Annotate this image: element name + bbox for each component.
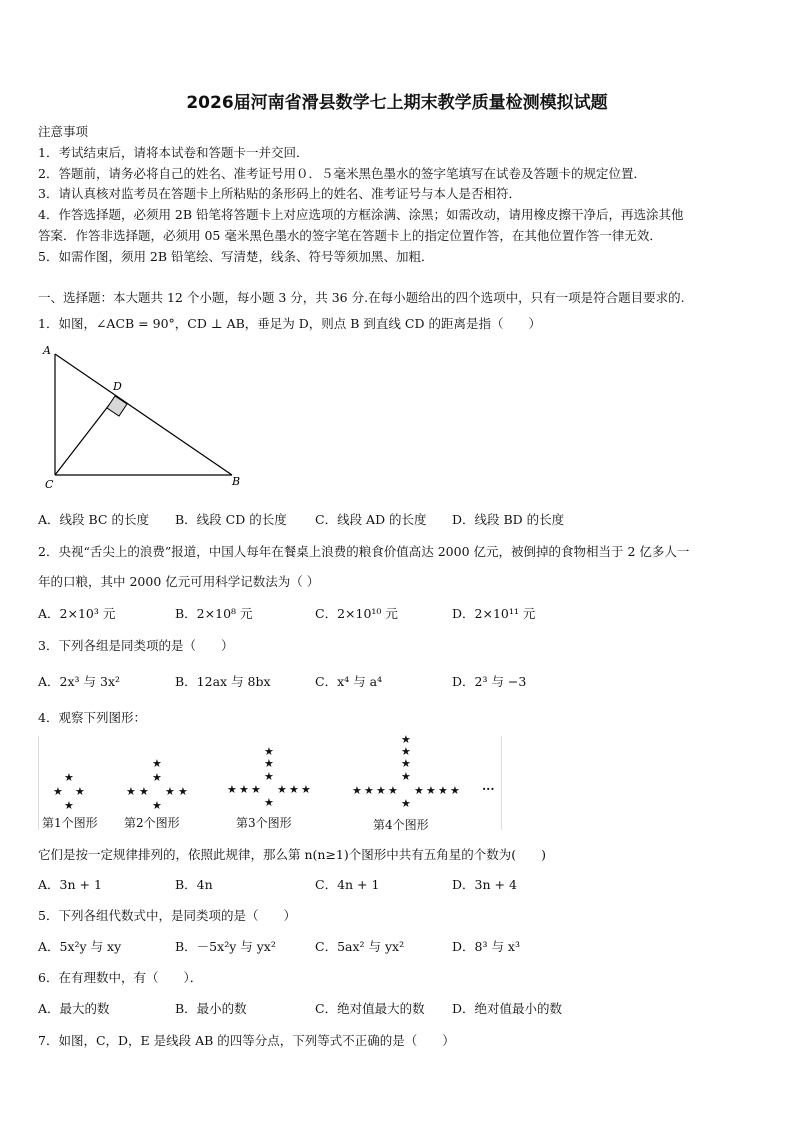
star-icon: ★ — [426, 784, 436, 797]
fig-label-4: 第4个图形 — [373, 818, 429, 832]
star-icon: ★ — [139, 785, 149, 798]
q5-option-a[interactable]: A．5x²y 与 xy — [38, 939, 122, 954]
q3-option-d[interactable]: D．2³ 与 −3 — [452, 674, 527, 689]
notice-item-4-cont: 答案．作答非选择题，必须用 05 毫米黑色墨水的签字笔在答题卡上的指定位置作答，在其他位置作答一律无效． — [38, 228, 662, 243]
page-title: 2026届河南省滑县数学七上期末教学质量检测模拟试题 — [186, 93, 608, 113]
label-d: D — [113, 380, 122, 393]
q3-option-b[interactable]: B．12ax 与 8bx — [175, 674, 271, 689]
star-icon: ★ — [152, 757, 162, 770]
star-figure-1 — [48, 772, 88, 812]
q1-option-b[interactable]: B．线段 CD 的长度 — [175, 512, 287, 527]
star-icon: ★ — [126, 785, 136, 798]
label-c: C — [45, 478, 54, 490]
q3-option-c[interactable]: C．x⁴ 与 a⁴ — [315, 674, 383, 689]
notice-item-3: 3．请认真核对监考员在答题卡上所粘贴的条形码上的姓名、准考证号与本人是否相符． — [38, 186, 521, 201]
q4-options — [38, 875, 758, 893]
q3-option-a[interactable]: A．2x³ 与 3x² — [38, 674, 121, 689]
q4-option-c[interactable]: C．4n + 1 — [315, 877, 380, 892]
notice-item-4: 4．作答选择题，必须用 2B 铅笔将答题卡上对应选项的方框涂满、涂黑；如需改动，请用橡皮擦干净后，再选涂其他 — [38, 207, 684, 222]
star-icon: ★ — [178, 785, 188, 798]
star-icon: ★ — [401, 757, 411, 770]
star-icon: ★ — [438, 784, 448, 797]
star-icon: ★ — [264, 770, 274, 783]
q1-option-d[interactable]: D．线段 BD 的长度 — [452, 512, 565, 527]
star-figure-4 — [352, 734, 472, 814]
star-icon: ★ — [352, 784, 362, 797]
q4-option-a[interactable]: A．3n + 1 — [38, 877, 102, 892]
figure-ellipsis: ··· — [482, 782, 495, 796]
star-icon: ★ — [414, 784, 424, 797]
star-icon: ★ — [53, 785, 63, 798]
q4-text2: 它们是按一定规律排列的，依照此规律，那么第 n(n≥1)个图形中共有五角星的个数为( ) — [38, 847, 547, 862]
q1-option-a[interactable]: A．线段 BC 的长度 — [38, 512, 149, 527]
fig-label-3: 第3个图形 — [236, 816, 292, 830]
star-icon: ★ — [264, 796, 274, 809]
q2-option-d[interactable]: D．2×10¹¹ 元 — [452, 606, 536, 621]
star-icon: ★ — [165, 785, 175, 798]
star-icon: ★ — [450, 784, 460, 797]
q4-text: 4．观察下列图形： — [38, 710, 146, 725]
q6-option-c[interactable]: C．绝对值最大的数 — [315, 1001, 425, 1016]
q5-option-d[interactable]: D．8³ 与 x³ — [452, 939, 520, 954]
star-icon: ★ — [227, 783, 237, 796]
star-icon: ★ — [75, 785, 85, 798]
notice-item-1: 1．考试结束后，请将本试卷和答题卡一并交回． — [38, 145, 309, 160]
star-icon: ★ — [388, 784, 398, 797]
notice-item-2: 2．答题前，请务必将自己的姓名、准考证号用０．５毫米黑色墨水的签字笔填写在试卷及答题卡的规定位置． — [38, 166, 646, 181]
star-icon: ★ — [64, 771, 74, 784]
star-icon: ★ — [376, 784, 386, 797]
star-icon: ★ — [251, 783, 261, 796]
q6-options — [38, 999, 758, 1017]
q5-options — [38, 937, 758, 955]
fig-label-1: 第1个图形 — [42, 816, 98, 830]
star-icon: ★ — [277, 783, 287, 796]
q3-options — [38, 672, 758, 690]
star-icon: ★ — [239, 783, 249, 796]
q6-option-a[interactable]: A．最大的数 — [38, 1001, 110, 1016]
q1-text: 1．如图，∠ACB = 90°，CD ⊥ AB，垂足为 D，则点 B 到直线 CD 的距离是指（ ） — [38, 316, 541, 331]
star-icon: ★ — [401, 797, 411, 810]
q6-option-b[interactable]: B．最小的数 — [175, 1001, 247, 1016]
q5-option-b[interactable]: B．－5x²y 与 yx² — [175, 939, 276, 954]
q3-text: 3．下列各组是同类项的是（ ） — [38, 638, 234, 653]
q4-option-d[interactable]: D．3n + 4 — [452, 877, 517, 892]
q5-option-c[interactable]: C．5ax² 与 yx² — [315, 939, 405, 954]
q2-option-a[interactable]: A．2×10³ 元 — [38, 606, 116, 621]
star-icon: ★ — [152, 771, 162, 784]
star-icon: ★ — [152, 799, 162, 812]
q1-option-c[interactable]: C．线段 AD 的长度 — [315, 512, 427, 527]
label-b: B — [232, 475, 241, 488]
q1-triangle-figure — [40, 340, 250, 490]
star-icon: ★ — [301, 783, 311, 796]
notice-item-5: 5．如需作图，须用 2B 铅笔绘、写清楚，线条、符号等须加黑、加粗． — [38, 249, 434, 264]
star-figure-3 — [227, 746, 317, 816]
q7-text: 7．如图，C，D，E 是线段 AB 的四等分点，下列等式不正确的是（ ） — [38, 1033, 455, 1048]
star-icon: ★ — [264, 745, 274, 758]
fig-label-2: 第2个图形 — [124, 816, 180, 830]
star-icon: ★ — [401, 733, 411, 746]
star-icon: ★ — [289, 783, 299, 796]
label-a: A — [43, 344, 51, 357]
star-icon: ★ — [401, 745, 411, 758]
section-heading: 一、选择题：本大题共 12 个小题，每小题 3 分，共 36 分.在每小题给出的四个选项中，只有一项是符合题目要求的. — [38, 290, 685, 305]
q2-option-b[interactable]: B．2×10⁸ 元 — [175, 606, 253, 621]
q5-text: 5．下列各组代数式中，是同类项的是（ ） — [38, 908, 296, 923]
right-angle-mark — [107, 396, 127, 416]
q2-text-line2: 年的口粮，其中 2000 亿元可用科学记数法为（ ） — [38, 574, 320, 589]
q6-text: 6．在有理数中，有（ ）． — [38, 970, 203, 985]
q2-text-line1: 2．央视“舌尖上的浪费”报道，中国人每年在餐桌上浪费的粮食价值高达 2000 亿元，被倒掉的食物相当于 2 亿多人一 — [38, 544, 690, 559]
star-icon: ★ — [264, 757, 274, 770]
q2-options — [38, 604, 758, 622]
star-icon: ★ — [64, 799, 74, 812]
segment-ab — [55, 354, 232, 475]
star-icon: ★ — [364, 784, 374, 797]
notice-heading: 注意事项 — [38, 124, 89, 139]
star-figure-2 — [126, 758, 190, 818]
q6-option-d[interactable]: D．绝对值最小的数 — [452, 1001, 563, 1016]
q4-option-b[interactable]: B．4n — [175, 877, 213, 892]
q1-options — [38, 510, 758, 528]
q2-option-c[interactable]: C．2×10¹⁰ 元 — [315, 606, 398, 621]
star-icon: ★ — [401, 770, 411, 783]
